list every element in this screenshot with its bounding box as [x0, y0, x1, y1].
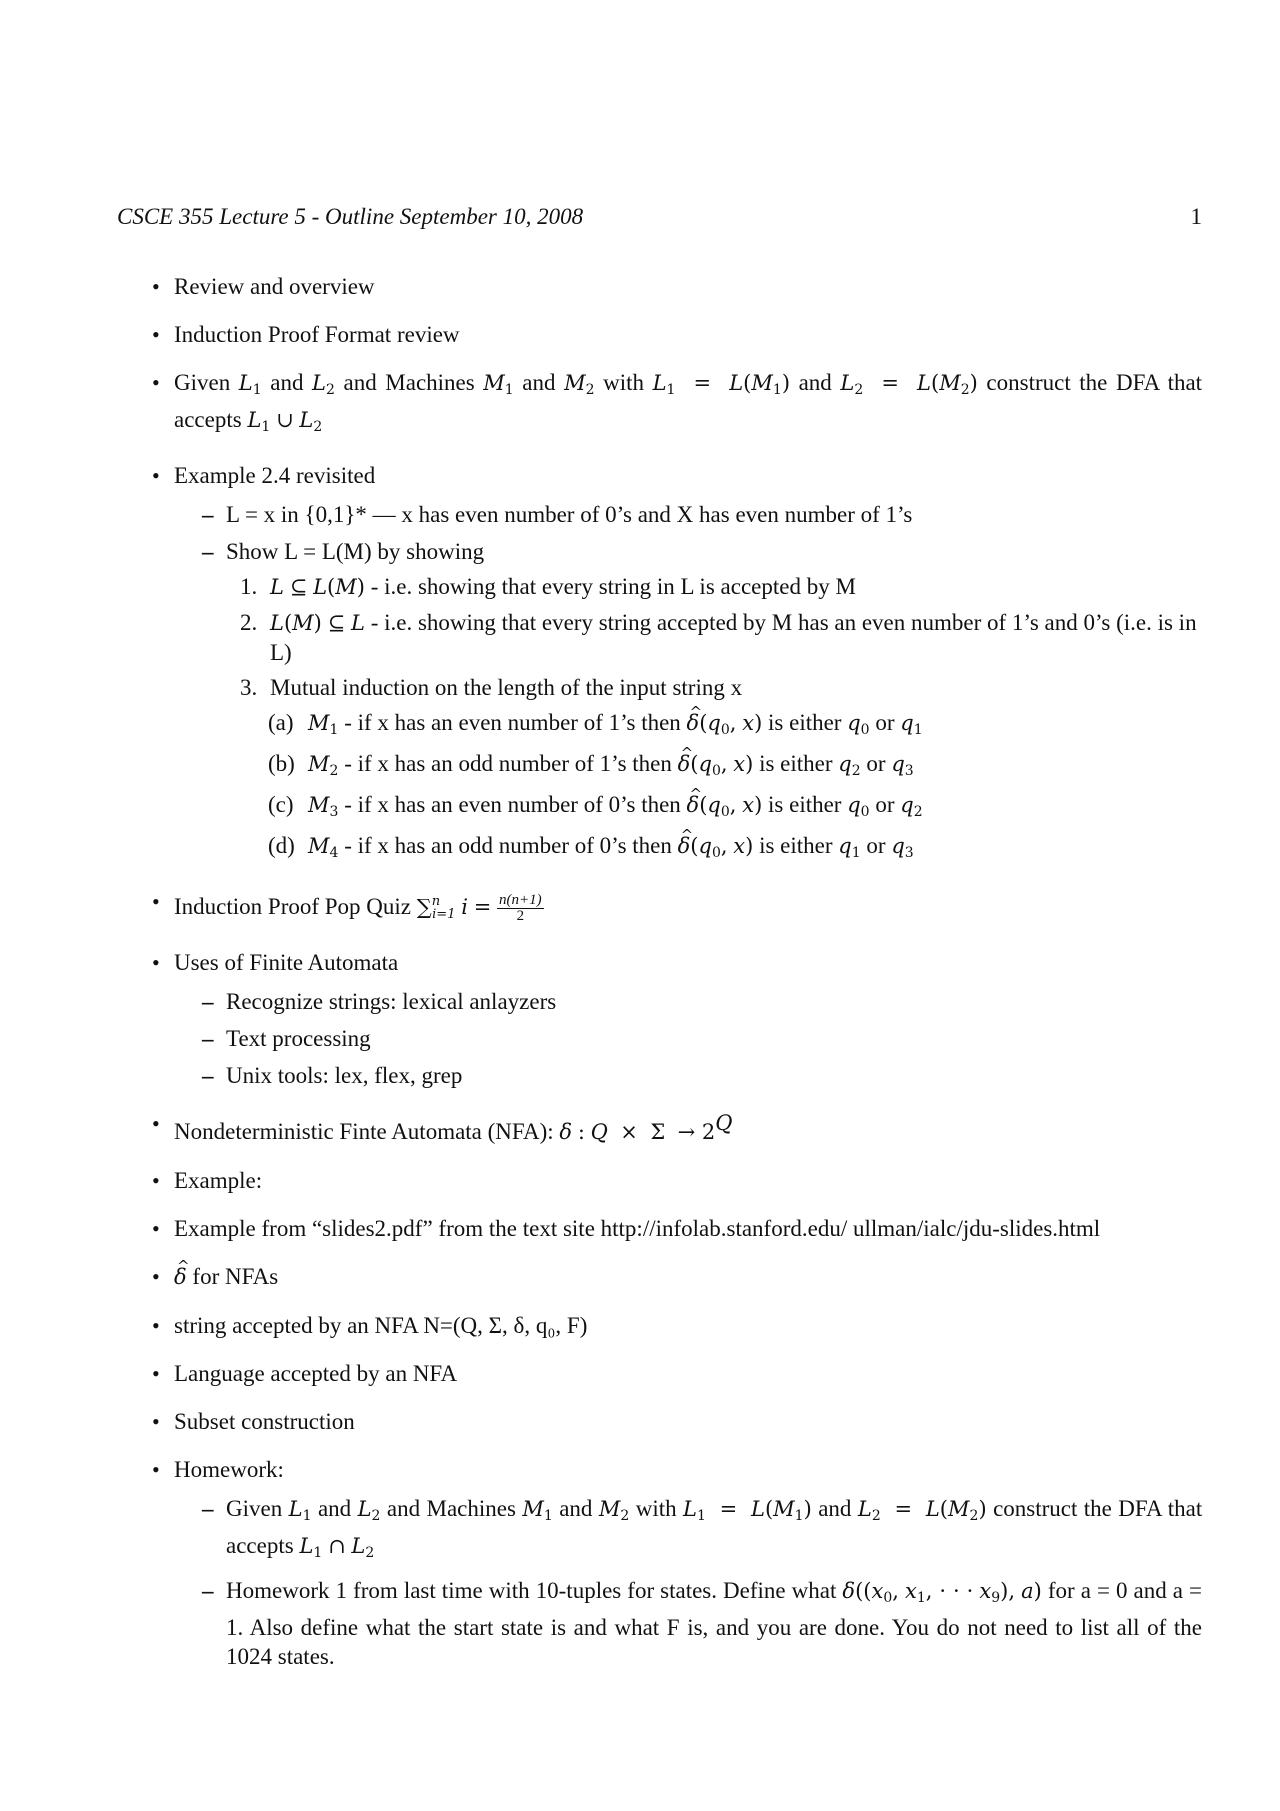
list-item: • Example from “slides2.pdf” from the text site http://infolab.stanford.edu/ ullman/ialc/jdu-slides.html	[174, 1214, 1202, 1243]
list-item: • Subset construction	[174, 1407, 1202, 1436]
sublist-item: – Homework 1 from last time with 10-tuples for states. Define what $\delta((x_0$, $x_1$, · · · $x_9$), a) for a = 0 and a = 1. Also define what the start state is and what F is, and you are done. You do not need to list all of the 1024 states.	[226, 1576, 1202, 1671]
list-item: • Induction Proof Pop Quiz ∑$^n_{i=1}$ i = $\frac{n(n+1)}{2}$	[174, 887, 1202, 929]
sublist-item: – L = x in {0,1}* — x has even number of 0’s and X has even number of 1’s	[226, 500, 1202, 529]
sublist-item: – Unix tools: lex, flex, grep	[226, 1061, 1202, 1090]
page-header	[117, 204, 1202, 230]
sublist	[0, 987, 1280, 1090]
sublist-item: – Show L = L(M) by showing	[226, 537, 1202, 566]
enum-item: 1. L ⊆ L(M) - i.e. showing that every string in L is accepted by M	[240, 574, 856, 599]
sublist-item: – Given $L_1$ and $L_2$ and Machines $M_1$ and $M_2$ with $L_1 = L(M_1)$ and $L_2 = L(M_2)$ construct the DFA that accepts $L_1$ ∩ $L_2$	[226, 1494, 1202, 1568]
list-item: • Example:	[174, 1166, 1202, 1195]
outline-list	[0, 272, 1280, 1679]
enum-item: 3. Mutual induction on the length of the input string x	[240, 675, 743, 700]
list-item: • Given $L_1$ and $L_2$ and Machines $M_1$ and $M_2$ with $L_1 = L(M_1)$ and $L_2 = L(M_2)$ construct the DFA that accepts $L_1$ ∪ $L_2$	[174, 368, 1202, 442]
list-item: • Uses of Finite Automata – Recognize strings: lexical anlayzers – Text processing – Unix tools: lex, flex, grep	[174, 948, 1202, 1090]
enumerated-list	[0, 572, 1280, 868]
page-number: 1	[1190, 204, 1202, 229]
list-item: • Language accepted by an NFA	[174, 1359, 1202, 1388]
sublist	[0, 1494, 1280, 1671]
list-item: • Homework: – Given $L_1$ and $L_2$ and Machines $M_1$ and $M_2$ with $L_1 = L(M_1)$ and $L_2 = L(M_2)$ construct the DFA that accepts $L_1$ ∩ $L_2$ – Homework 1 from last time with 10-tuples for states. Define what $\delta((x_0$, $x_1$, · · · $x_9$), a) for a = 0 and a = 1. Also define what the start state is and what F is, and you are done. You do not need to list all of the 1024 states.	[174, 1455, 1202, 1671]
list-item: • δ ^ for NFAs	[174, 1262, 1202, 1292]
sublist	[0, 500, 1280, 868]
list-item: • Example 2.4 revisited – L = x in {0,1}* — x has even number of 0’s and X has even number of 1’s – Show L = L(M) by showing 1. L ⊆ L(M) - i.e. showing that every string in L is accepted by M 2. L(M) ⊆ L - i.e. showing that every string accepted by M has an even number of 1’s and 0’s (i.e. is in L) 3. Mutual induction on the length of the input string x (a) $M_1$ - if x has an even number of 1’s then δ $\^{}(q_0$, x) is either $q_0$ or $q_1$ (b) $M_2$ - if x has an odd number of 1’s then δ $\^{}(q_0$, x) is either $q_2$ or $q_3$ (c) $M_3$ - if x has an even number of 0’s then δ $\^{}(q_0$, x) is either $q_0$ or $q_2$ (d) $M_4$ - if x has an odd number of 0’s then δ $\^{}(q_0$, x) is either $q_1$ or $q_3$	[174, 461, 1202, 868]
alpha-item: (d) $M_4$ - if x has an odd number of 0’s then δ $\^{}(q_0$, x) is either $q_1$ or $q_3$	[308, 831, 1202, 868]
list-item: • Review and overview	[174, 272, 1202, 301]
alpha-item: (a) $M_1$ - if x has an even number of 1’s then δ $\^{}(q_0$, x) is either $q_0$ or $q_1$	[308, 708, 1202, 745]
alpha-item: (c) $M_3$ - if x has an even number of 0’s then δ $\^{}(q_0$, x) is either $q_0$ or $q_2$	[308, 790, 1202, 827]
enum-item: 2. L(M) ⊆ L - i.e. showing that every string accepted by M has an even number of 1’s and 0’s (i.e. is in L)	[240, 610, 1197, 665]
sublist-item: – Recognize strings: lexical anlayzers	[226, 987, 1202, 1016]
alpha-item: (b) $M_2$ - if x has an odd number of 1’s then δ $\^{}(q_0$, x) is either $q_2$ or $q_3$	[308, 749, 1202, 786]
list-item: • string accepted by an NFA N=(Q, Σ, δ, q₀, F)	[174, 1311, 1202, 1340]
sublist-item: – Text processing	[226, 1024, 1202, 1053]
page-title: CSCE 355 Lecture 5 - Outline September 10, 2008	[117, 204, 584, 229]
list-item: • Nondeterministic Finte Automata (NFA): δ : $Q \times \Sigma \to 2^Q$	[174, 1109, 1202, 1147]
list-item: • Induction Proof Format review	[174, 320, 1202, 349]
